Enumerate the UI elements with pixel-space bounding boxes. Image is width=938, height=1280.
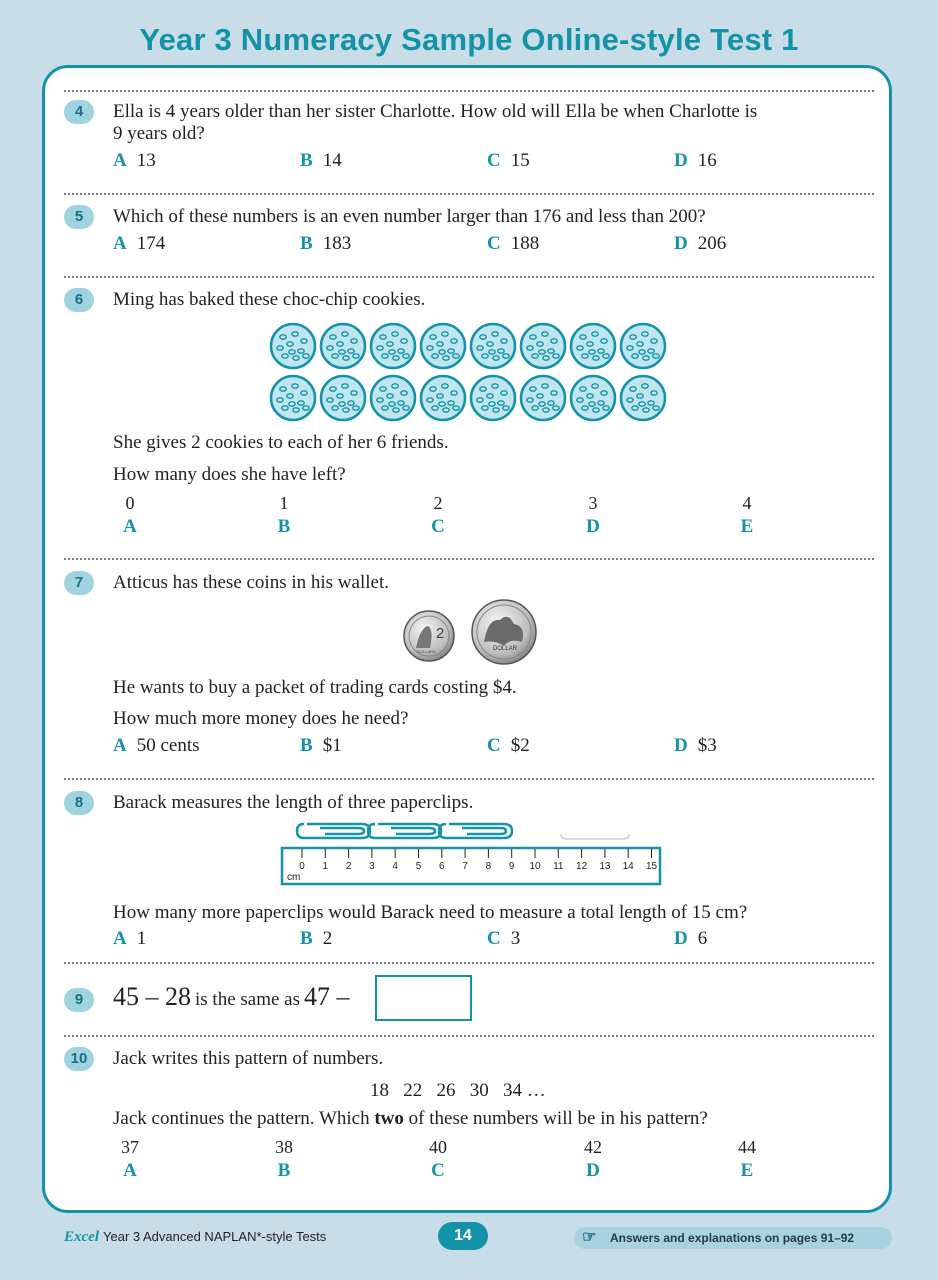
cookie-icon (271, 376, 315, 420)
answer-option-c[interactable]: 40 C (429, 1137, 447, 1181)
ruler-tick-label: 12 (576, 861, 588, 872)
answer-option-d[interactable]: D $3 (674, 735, 717, 756)
ruler-tick-label: 2 (345, 861, 352, 872)
two-dollar-coin-icon (404, 611, 454, 661)
answer-option-c[interactable]: C 188 (487, 233, 540, 254)
cookie-icon (371, 376, 415, 420)
question-number: 5 (64, 205, 94, 229)
one-dollar-coin-icon (472, 600, 536, 664)
equation: 45 – 28 is the same as 47 – (113, 982, 350, 1011)
coins-image (400, 598, 540, 668)
ruler-tick-label: 4 (392, 861, 398, 872)
answer-option-b[interactable]: B 2 (300, 928, 333, 949)
question-number: 7 (64, 571, 94, 595)
cookie-icon (521, 324, 565, 368)
question-text: Jack continues the pattern. Which two of these numbers will be in his pattern? (113, 1108, 708, 1129)
ruler-tick-label: 9 (508, 861, 515, 872)
answer-input-box[interactable] (375, 975, 472, 1021)
cookies-image (268, 320, 670, 424)
answer-option-b[interactable]: 1 B (277, 493, 291, 537)
cookie-icon (321, 376, 365, 420)
answer-option-c[interactable]: C 15 (487, 150, 530, 171)
question-number: 6 (64, 288, 94, 312)
question-number: 8 (64, 791, 94, 815)
answers-reference: ☞ Answers and explanations on pages 91–92 (574, 1227, 892, 1249)
question-text: She gives 2 cookies to each of her 6 friends. (113, 432, 449, 453)
ruler-unit-label: cm (287, 872, 301, 883)
cookie-icon (471, 324, 515, 368)
divider (64, 276, 874, 278)
book-title: Excel Year 3 Advanced NAPLAN*-style Tests (64, 1229, 327, 1245)
ruler-tick-label: 10 (529, 861, 541, 872)
ruler-tick-label: 0 (299, 861, 305, 872)
question-text: Jack writes this pattern of numbers. (113, 1048, 384, 1069)
cookie-icon (371, 324, 415, 368)
paperclips-icon (297, 824, 512, 838)
question-text: He wants to buy a packet of trading cards costing $4. (113, 677, 517, 698)
ruler-tick-label: 5 (415, 861, 422, 872)
cookie-icon (421, 324, 465, 368)
cookie-icon (321, 324, 365, 368)
ruler-tick-label: 1 (322, 861, 329, 872)
question-text: Ella is 4 years older than her sister Charlotte. How old will Ella be when Charlotte is (113, 101, 758, 122)
question-text: How many does she have left? (113, 464, 346, 485)
answer-option-b[interactable]: B 183 (300, 233, 352, 254)
cookie-icon (271, 324, 315, 368)
answer-option-b[interactable]: 38 B (275, 1137, 293, 1181)
answer-option-a[interactable]: A 50 cents (113, 735, 200, 756)
question-text: 9 years old? (113, 123, 205, 144)
ruler-tick-label: 8 (485, 861, 492, 872)
question-text: Barack measures the length of three paperclips. (113, 792, 474, 813)
cookie-icon (571, 324, 615, 368)
cookie-icon (421, 376, 465, 420)
answer-option-a[interactable]: 37 A (121, 1137, 139, 1181)
answer-option-d[interactable]: D 6 (674, 928, 708, 949)
cookie-icon (471, 376, 515, 420)
ruler-tick-label: 14 (622, 861, 634, 872)
answer-option-b[interactable]: B $1 (300, 735, 342, 756)
cookie-icon (521, 376, 565, 420)
ghost-paperclip-outline (561, 834, 629, 839)
divider (64, 193, 874, 195)
divider (64, 1035, 874, 1037)
divider (64, 778, 874, 780)
question-number: 10 (64, 1047, 94, 1071)
svg-text:DOLLARS: DOLLARS (417, 649, 436, 654)
answer-option-d[interactable]: 3 D (586, 493, 600, 537)
question-number: 9 (64, 988, 94, 1012)
svg-text:DOLLAR: DOLLAR (493, 646, 518, 652)
ruler-diagram (280, 818, 664, 888)
answer-option-b[interactable]: B 14 (300, 150, 342, 171)
answer-option-e[interactable]: 4 E (740, 493, 754, 537)
ruler-tick-label: 6 (439, 861, 445, 872)
question-text: Ming has baked these choc-chip cookies. (113, 289, 426, 310)
question-text: Which of these numbers is an even number larger than 176 and less than 200? (113, 206, 706, 227)
answer-option-c[interactable]: 2 C (431, 493, 445, 537)
number-pattern: 18 22 26 30 34 … (370, 1080, 546, 1101)
answer-option-c[interactable]: C $2 (487, 735, 530, 756)
divider (64, 962, 874, 964)
answer-option-d[interactable]: D 16 (674, 150, 717, 171)
pointing-hand-icon: ☞ (582, 1229, 597, 1246)
cookie-icon (571, 376, 615, 420)
question-number: 4 (64, 100, 94, 124)
ruler-tick-label: 3 (369, 861, 375, 872)
ruler-tick-label: 7 (462, 861, 468, 872)
question-text: How much more money does he need? (113, 708, 409, 729)
answer-option-a[interactable]: 0 A (123, 493, 137, 537)
question-text: How many more paperclips would Barack need to measure a total length of 15 cm? (113, 902, 748, 923)
divider (64, 90, 874, 92)
ruler-tick-label: 15 (645, 861, 658, 872)
ruler-tick-label: 11 (553, 861, 564, 872)
answer-option-a[interactable]: A 13 (113, 150, 156, 171)
answer-option-a[interactable]: A 174 (113, 233, 166, 254)
answer-option-a[interactable]: A 1 (113, 928, 147, 949)
cookie-icon (621, 376, 665, 420)
divider (64, 558, 874, 560)
answer-option-d[interactable]: 42 D (584, 1137, 602, 1181)
answer-option-c[interactable]: C 3 (487, 928, 521, 949)
cookie-icon (621, 324, 665, 368)
page-title: Year 3 Numeracy Sample Online-style Test 1 (139, 22, 799, 57)
svg-text:2: 2 (436, 625, 445, 642)
question-text: Atticus has these coins in his wallet. (113, 572, 389, 593)
answer-option-e[interactable]: 44 E (738, 1137, 756, 1181)
ruler-tick-label: 13 (599, 861, 611, 872)
answer-option-d[interactable]: D 206 (674, 233, 727, 254)
page-number: 14 (438, 1222, 488, 1250)
